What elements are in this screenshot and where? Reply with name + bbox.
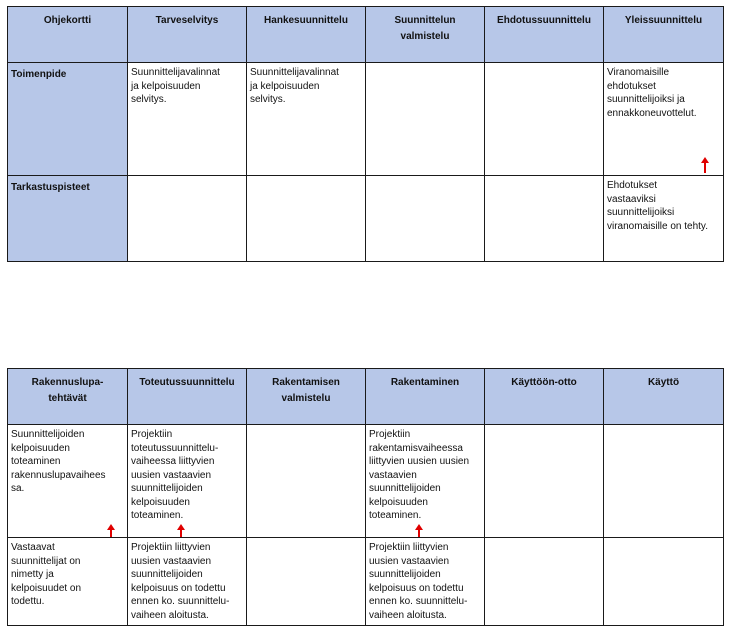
red-up-arrow-icon	[177, 524, 185, 538]
header-kaytto: Käyttö	[604, 369, 724, 425]
table1-header-row	[8, 7, 724, 63]
cell: Suunnittelijavalinnat ja kelpoisuuden selvitys.	[247, 63, 366, 176]
cell	[247, 176, 366, 262]
cell	[485, 63, 604, 176]
cell	[485, 425, 604, 538]
header-tarveselvitys: Tarveselvitys	[128, 7, 247, 63]
red-up-arrow-icon	[701, 157, 709, 173]
red-up-arrow-icon	[107, 524, 115, 538]
cell	[604, 538, 724, 626]
header-rakennuslupatehtavat: Rakennuslupa- tehtävät	[8, 369, 128, 425]
cell	[485, 538, 604, 626]
table-row	[8, 538, 724, 626]
header-suunnittelun-valmistelu: Suunnittelun valmistelu	[366, 7, 485, 63]
cell: Vastaavat suunnittelijat on nimetty ja kelpoisuudet on todettu.	[8, 538, 128, 626]
cell: Projektiin liittyvien uusien vastaavien suunnittelijoiden kelpoisuus on todettu ennen ko. suunnittelu- vaiheen aloitusta.	[128, 538, 247, 626]
cell: Projektiin liittyvien uusien vastaavien suunnittelijoiden kelpoisuus on todettu ennen ko. suunnittelu- vaiheen aloitusta.	[366, 538, 485, 626]
red-up-arrow-icon	[415, 524, 423, 538]
table2-header-row	[8, 369, 724, 425]
cell	[485, 176, 604, 262]
row-label-tarkastuspisteet: Tarkastuspisteet	[8, 176, 128, 262]
table-row	[8, 176, 724, 262]
cell: Projektiin rakentamisvaiheessa liittyvien uusien uusien vastaavien suunnittelijoiden kelpoisuuden toteaminen.	[366, 425, 485, 538]
header-ohjekortti: Ohjekortti	[8, 7, 128, 63]
cell	[366, 176, 485, 262]
table-row	[8, 425, 724, 538]
table-row	[8, 63, 724, 176]
cell	[128, 176, 247, 262]
cell: Ehdotukset vastaaviksi suunnittelijoiksi viranomaisille on tehty.	[604, 176, 724, 262]
header-hankesuunnittelu: Hankesuunnittelu	[247, 7, 366, 63]
table-phases-top	[7, 6, 724, 262]
row-label-toimenpide: Toimenpide	[8, 63, 128, 176]
header-toteutussuunnittelu: Toteutussuunnittelu	[128, 369, 247, 425]
header-ehdotussuunnittelu: Ehdotussuunnittelu	[485, 7, 604, 63]
cell: Suunnittelijoiden kelpoisuuden toteaminen rakennuslupavaihees sa.	[8, 425, 128, 538]
header-rakentamisen-valmistelu: Rakentamisen valmistelu	[247, 369, 366, 425]
cell	[247, 538, 366, 626]
cell: Projektiin toteutussuunnittelu- vaiheessa liittyvien uusien vastaavien suunnittelijoiden kelpoisuuden toteaminen.	[128, 425, 247, 538]
cell	[604, 425, 724, 538]
cell: Viranomaisille ehdotukset suunnittelijoiksi ja ennakkoneuvottelut.	[604, 63, 724, 176]
cell	[366, 63, 485, 176]
header-rakentaminen: Rakentaminen	[366, 369, 485, 425]
header-yleissuunnittelu: Yleissuunnittelu	[604, 7, 724, 63]
cell	[247, 425, 366, 538]
table-phases-bottom	[7, 368, 724, 626]
header-kayttoonotto: Käyttöön-otto	[485, 369, 604, 425]
cell: Suunnittelijavalinnat ja kelpoisuuden selvitys.	[128, 63, 247, 176]
